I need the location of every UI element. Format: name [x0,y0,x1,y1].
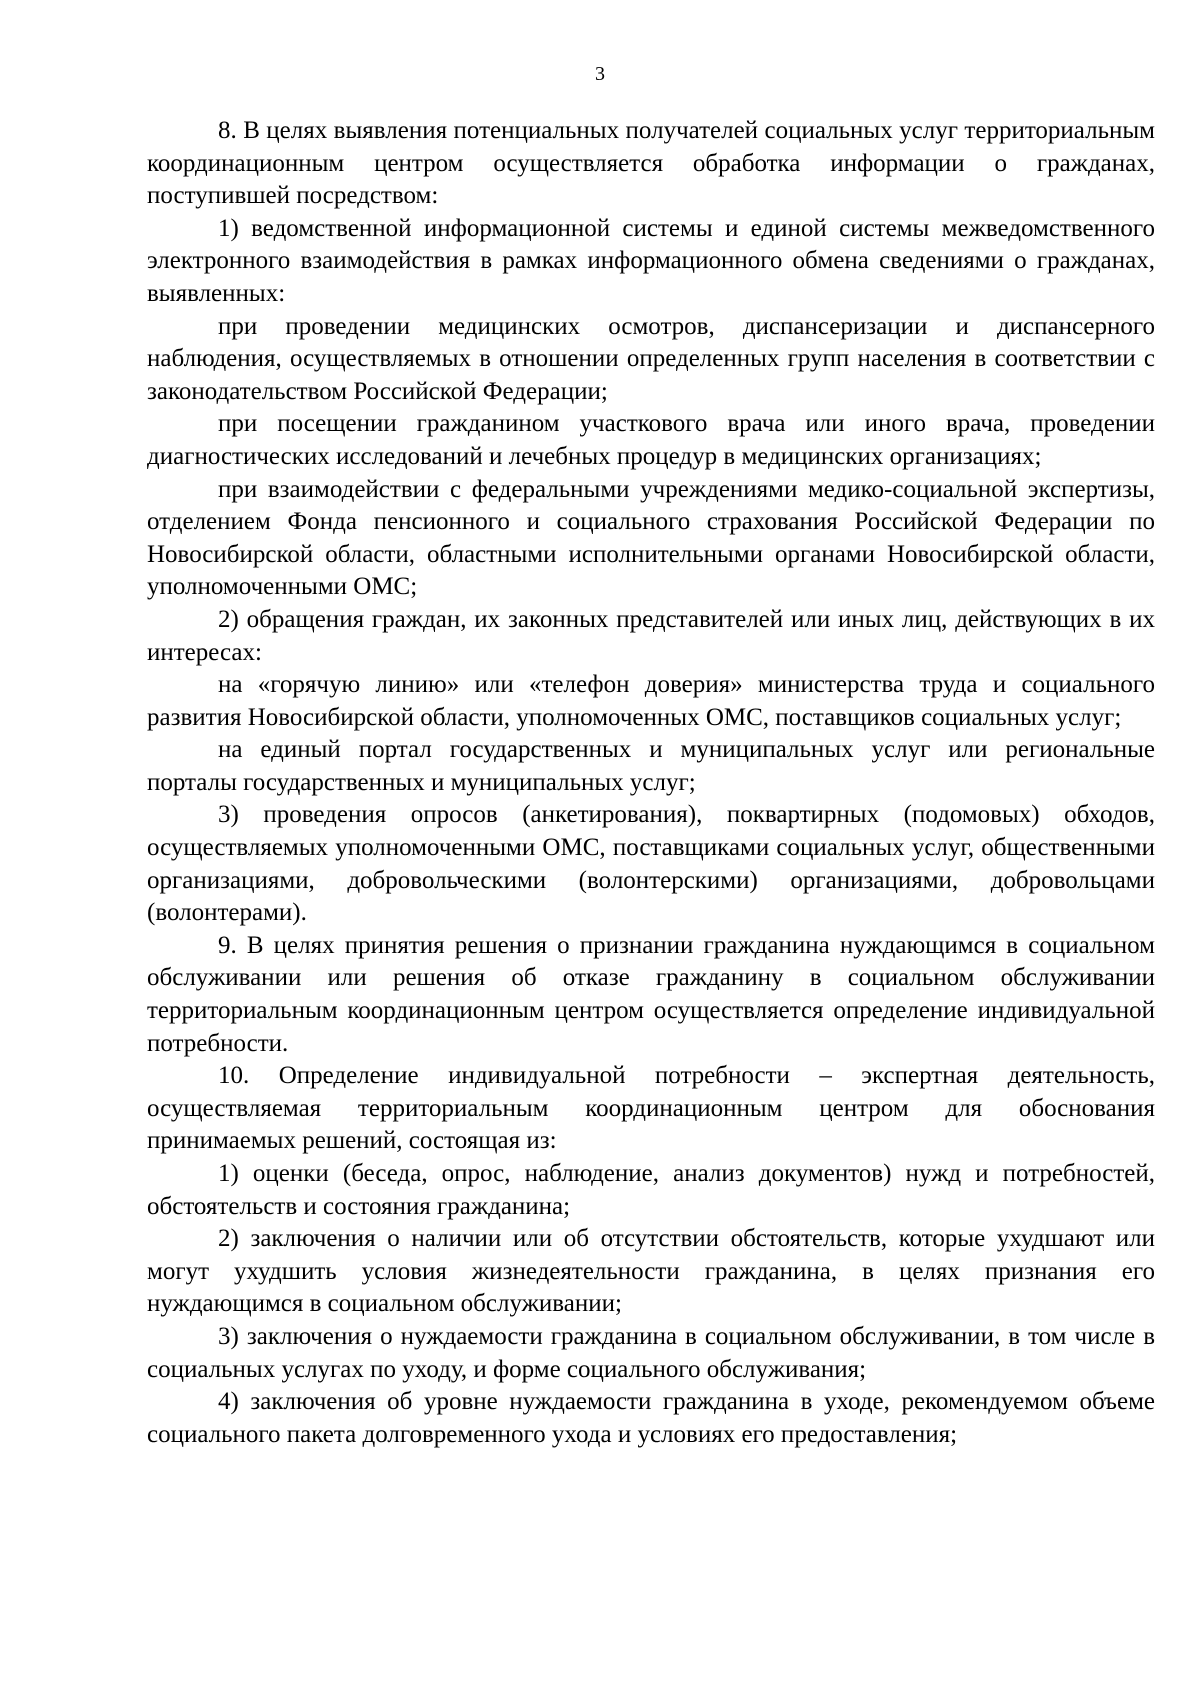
paragraph-8: 8. В целях выявления потенциальных получателей социальных услуг территориальным координационным центром осуществляется обработка информации о гражданах, поступившей посредством: [147,117,1155,210]
paragraph-10-item-1: 1) оценки (беседа, опрос, наблюдение, анализ документов) нужд и потребностей, обстоятельств и состояния гражданина; [147,1160,1155,1220]
paragraph-8-item-1-doctor-visits: при посещении гражданином участкового врача или иного врача, проведении диагностических исследований и лечебных процедур в медицинских организациях; [147,410,1155,470]
paragraph-8-item-1-interaction: при взаимодействии с федеральными учреждениями медико-социальной экспертизы, отделением Фонда пенсионного и социального страхования Российской Федерации по Новосибирской области, областными исполнительными органами Новосибирской области, уполномоченными ОМС; [147,475,1155,601]
paragraph-10-item-3: 3) заключения о нуждаемости гражданина в социальном обслуживании, в том числе в социальных услугах по уходу, и форме социального обслуживания; [147,1322,1155,1383]
paragraph-8-item-1: 1) ведомственной информационной системы и единой системы межведомственного электронного взаимодействия в рамках информационного обмена сведениями о гражданах, выявленных: [147,214,1155,307]
paragraph-9: 9. В целях принятия решения о признании гражданина нуждающимся в социальном обслуживании или решения об отказе гражданину в социальном обслуживании территориальным координационным центром осуществляется определение индивидуальной потребности. [147,931,1155,1057]
paragraph-10-item-4: 4) заключения об уровне нуждаемости гражданина в уходе, рекомендуемом объеме социального пакета долговременного ухода и условиях его предоставления; [147,1388,1155,1448]
paragraph-8-item-2-hotline: на «горячую линию» или «телефон доверия» министерства труда и социального развития Новосибирской области, уполномоченных ОМС, поставщиков социальных услуг; [147,671,1155,731]
paragraph-10-item-2: 2) заключения о наличии или об отсутствии обстоятельств, которые ухудшают или могут ухудшить условия жизнедеятельности гражданина, в целях признания его нуждающимся в социальном обслуживании; [147,1225,1155,1318]
paragraph-8-item-2-portal: на единый портал государственных и муниципальных услуг или региональные порталы государственных и муниципальных услуг; [147,736,1155,796]
document-body [147,115,1155,1451]
page-number: 3 [595,63,605,85]
paragraph-10: 10. Определение индивидуальной потребности – экспертная деятельность, осуществляемая территориальным координационным центром для обоснования принимаемых решений, состоящая из: [147,1062,1155,1155]
paragraph-8-item-1-medical-exams: при проведении медицинских осмотров, диспансеризации и диспансерного наблюдения, осуществляемых в отношении определенных групп населения в соответствии с законодательством Российской Федерации; [147,312,1155,405]
paragraph-8-item-3: 3) проведения опросов (анкетирования), поквартирных (подомовых) обходов, осуществляемых уполномоченными ОМС, поставщиками социальных услуг, общественными организациями, добровольческими (волонтерскими) организациями, добровольцами (волонтерами). [147,801,1155,927]
paragraph-8-item-2: 2) обращения граждан, их законных представителей или иных лиц, действующих в их интересах: [147,605,1155,666]
